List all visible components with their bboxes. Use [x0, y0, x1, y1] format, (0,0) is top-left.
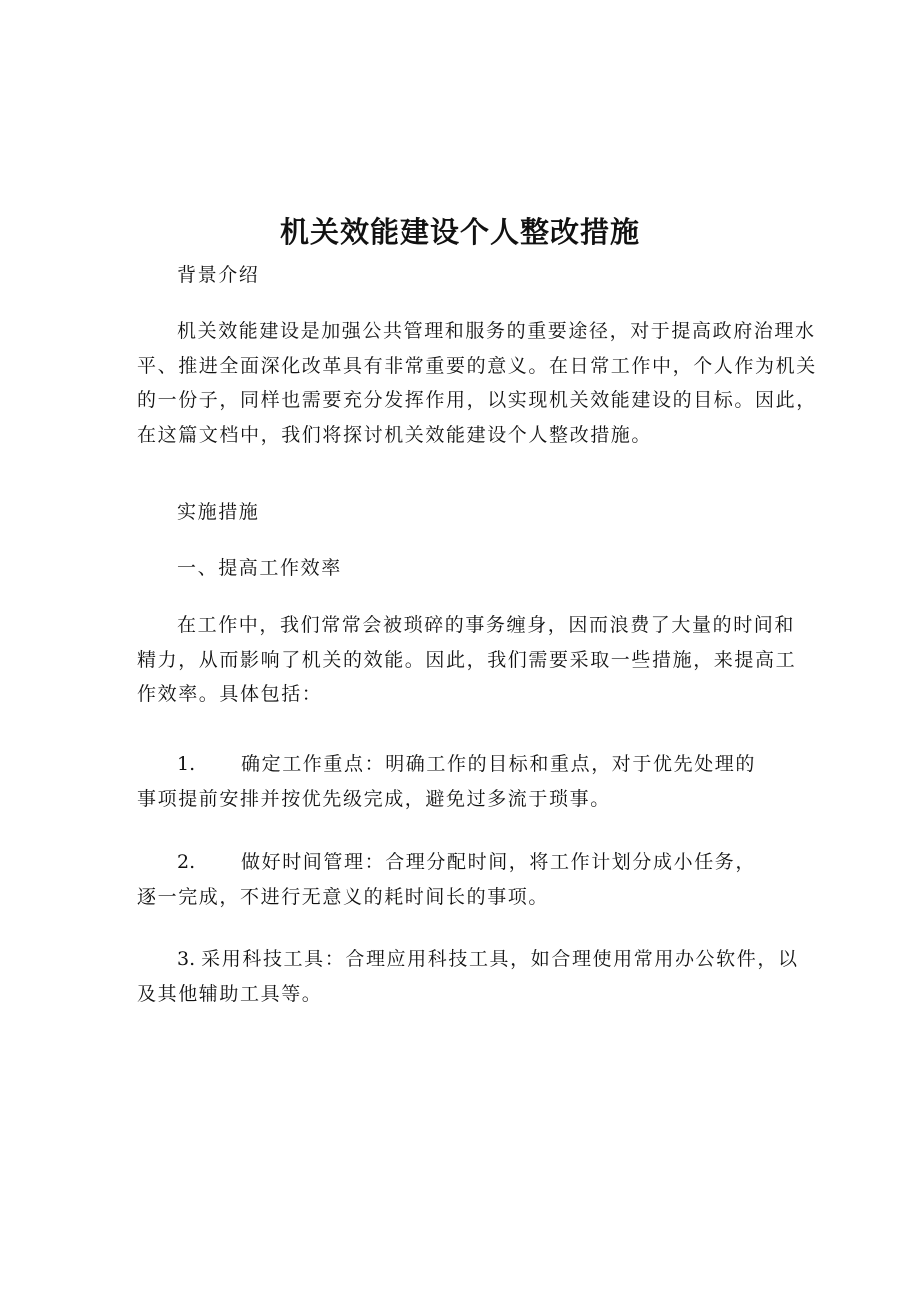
intro-line: 机关效能建设是加强公共管理和服务的重要途径，对于提高政府治理水	[177, 320, 816, 342]
intro-line: 的一份子，同样也需要充分发挥作用，以实现机关效能建设的目标。因此，	[137, 389, 817, 411]
section1-line: 在工作中，我们常常会被琐碎的事务缠身，因而浪费了大量的时间和	[177, 614, 796, 636]
measures-heading	[137, 495, 817, 530]
list-item-2-first-line	[137, 845, 817, 880]
intro-paragraph	[137, 314, 817, 452]
section1-heading-text: 一、提高工作效率	[177, 557, 342, 579]
section1-paragraph	[137, 608, 817, 712]
intro-line: 平、推进全面深化改革具有非常重要的意义。在日常工作中，个人作为机关	[137, 354, 817, 377]
list-item-2	[137, 845, 817, 914]
document-title: 机关效能建设个人整改措施	[279, 215, 640, 249]
intro-line: 在这篇文档中，我们将探讨机关效能建设个人整改措施。	[137, 423, 653, 446]
list-item-number: 1.	[177, 753, 196, 775]
list-item-text: 事项提前安排并按优先级完成，避免过多流于琐事。	[137, 787, 611, 810]
list-item-3-first-line	[137, 942, 817, 977]
list-item-3	[137, 942, 817, 1011]
section1-heading	[137, 551, 817, 586]
background-heading-text: 背景介绍	[177, 264, 260, 286]
list-item-text: 做好时间管理：合理分配时间，将工作计划分成小任务，	[241, 851, 757, 873]
background-heading	[137, 258, 817, 293]
list-item-text: 逐一完成，不进行无意义的耗时间长的事项。	[137, 885, 550, 908]
list-item-text: 采用科技工具：合理应用科技工具，如合理使用常用办公软件，以	[201, 948, 799, 970]
list-item-text: 确定工作重点：明确工作的目标和重点，对于优先处理的	[241, 753, 757, 775]
list-item-number: 2.	[177, 851, 196, 873]
list-item-text: 及其他辅助工具等。	[137, 982, 323, 1005]
section1-line: 作效率。具体包括：	[137, 683, 323, 705]
list-item-1	[137, 747, 817, 816]
section1-line: 精力，从而影响了机关的效能。因此，我们需要采取一些措施，来提高工	[137, 648, 797, 671]
list-item-1-first-line	[137, 747, 817, 782]
list-item-number: 3.	[177, 948, 196, 970]
measures-heading-text: 实施措施	[177, 501, 260, 523]
